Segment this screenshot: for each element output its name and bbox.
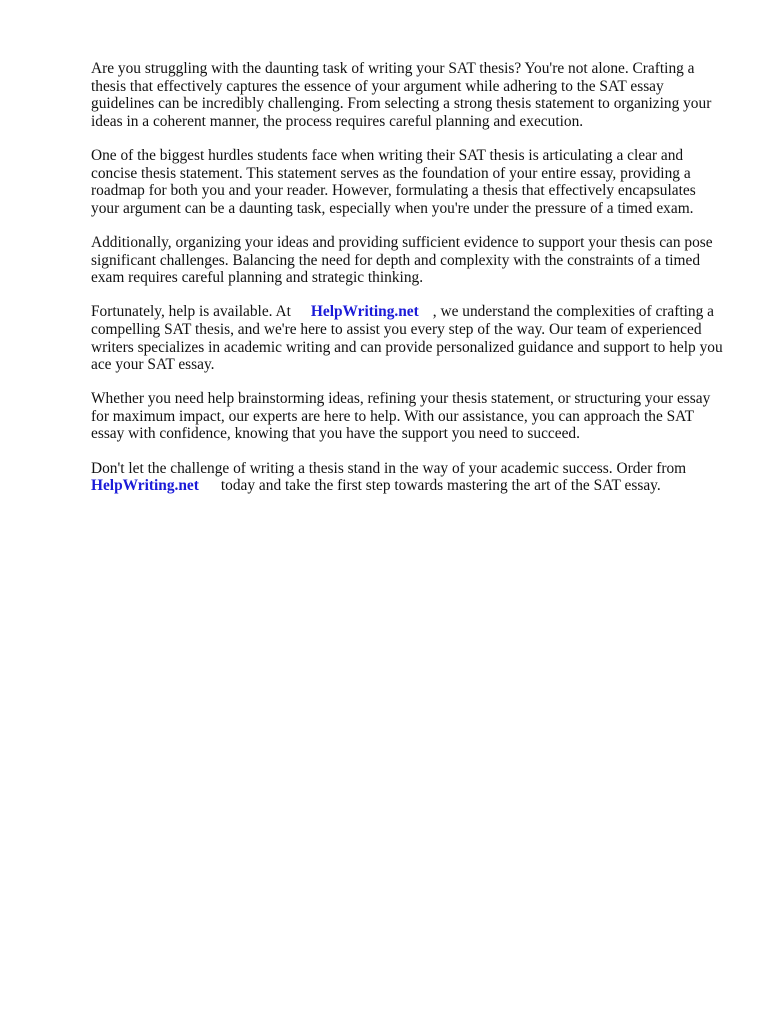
paragraph-help-before-text: Fortunately, help is available. At <box>91 303 291 321</box>
paragraph-thesis-hurdles-text: One of the biggest hurdles students face when writing their SAT thesis is articulating a clear and concise thesis statement. This statement serves as the foundation of your entire essay, providing a roadmap for both you and your reader. However, formulating a thesis that effectively encapsulates your argument can be a daunting task, especially when you're under the pressure of a timed exam. <box>91 146 700 217</box>
helpwriting-link[interactable]: HelpWriting.net <box>310 303 419 321</box>
helpwriting-order-link[interactable]: HelpWriting.net <box>91 477 199 495</box>
paragraph-intro <box>91 60 727 130</box>
paragraph-brainstorming <box>91 390 727 443</box>
paragraph-organizing <box>91 234 727 287</box>
document-body <box>91 60 727 511</box>
paragraph-brainstorming-text: Whether you need help brainstorming ideas, refining your thesis statement, or structuring your essay for maximum impact, our experts are here to help. With our assistance, you can approach the SAT essay with confidence, knowing that you have the support you need to succeed. <box>91 390 715 443</box>
paragraph-help-available <box>91 303 727 373</box>
paragraph-intro-text: Are you struggling with the daunting task of writing your SAT thesis? You're not alone. Crafting a thesis that effectively captures the essence of your argument while adhering to the SAT essay guidelines can be incredibly challenging. From selecting a strong thesis statement to organizing your ideas in a coherent manner, the process requires careful planning and execution. <box>91 60 716 130</box>
paragraph-help-after-text: , we understand the complexities of crafting a compelling SAT thesis, and we're here to assist you every step of the way. Our team of experienced writers specializes in academic writing and can provide personalized guidance and support to help you ace your SAT essay. <box>91 303 727 374</box>
paragraph-cta-before-text: Don't let the challenge of writing a thesis stand in the way of your academic success. Order from <box>91 459 687 477</box>
paragraph-call-to-action <box>91 460 727 495</box>
paragraph-organizing-text: Additionally, organizing your ideas and providing sufficient evidence to support your thesis can pose significant challenges. Balancing the need for depth and complexity with the constraints of a timed exam requires careful planning and strategic thinking. <box>91 233 717 287</box>
paragraph-thesis-hurdles <box>91 147 727 217</box>
paragraph-cta-after-text: today and take the first step towards mastering the art of the SAT essay. <box>220 477 661 495</box>
